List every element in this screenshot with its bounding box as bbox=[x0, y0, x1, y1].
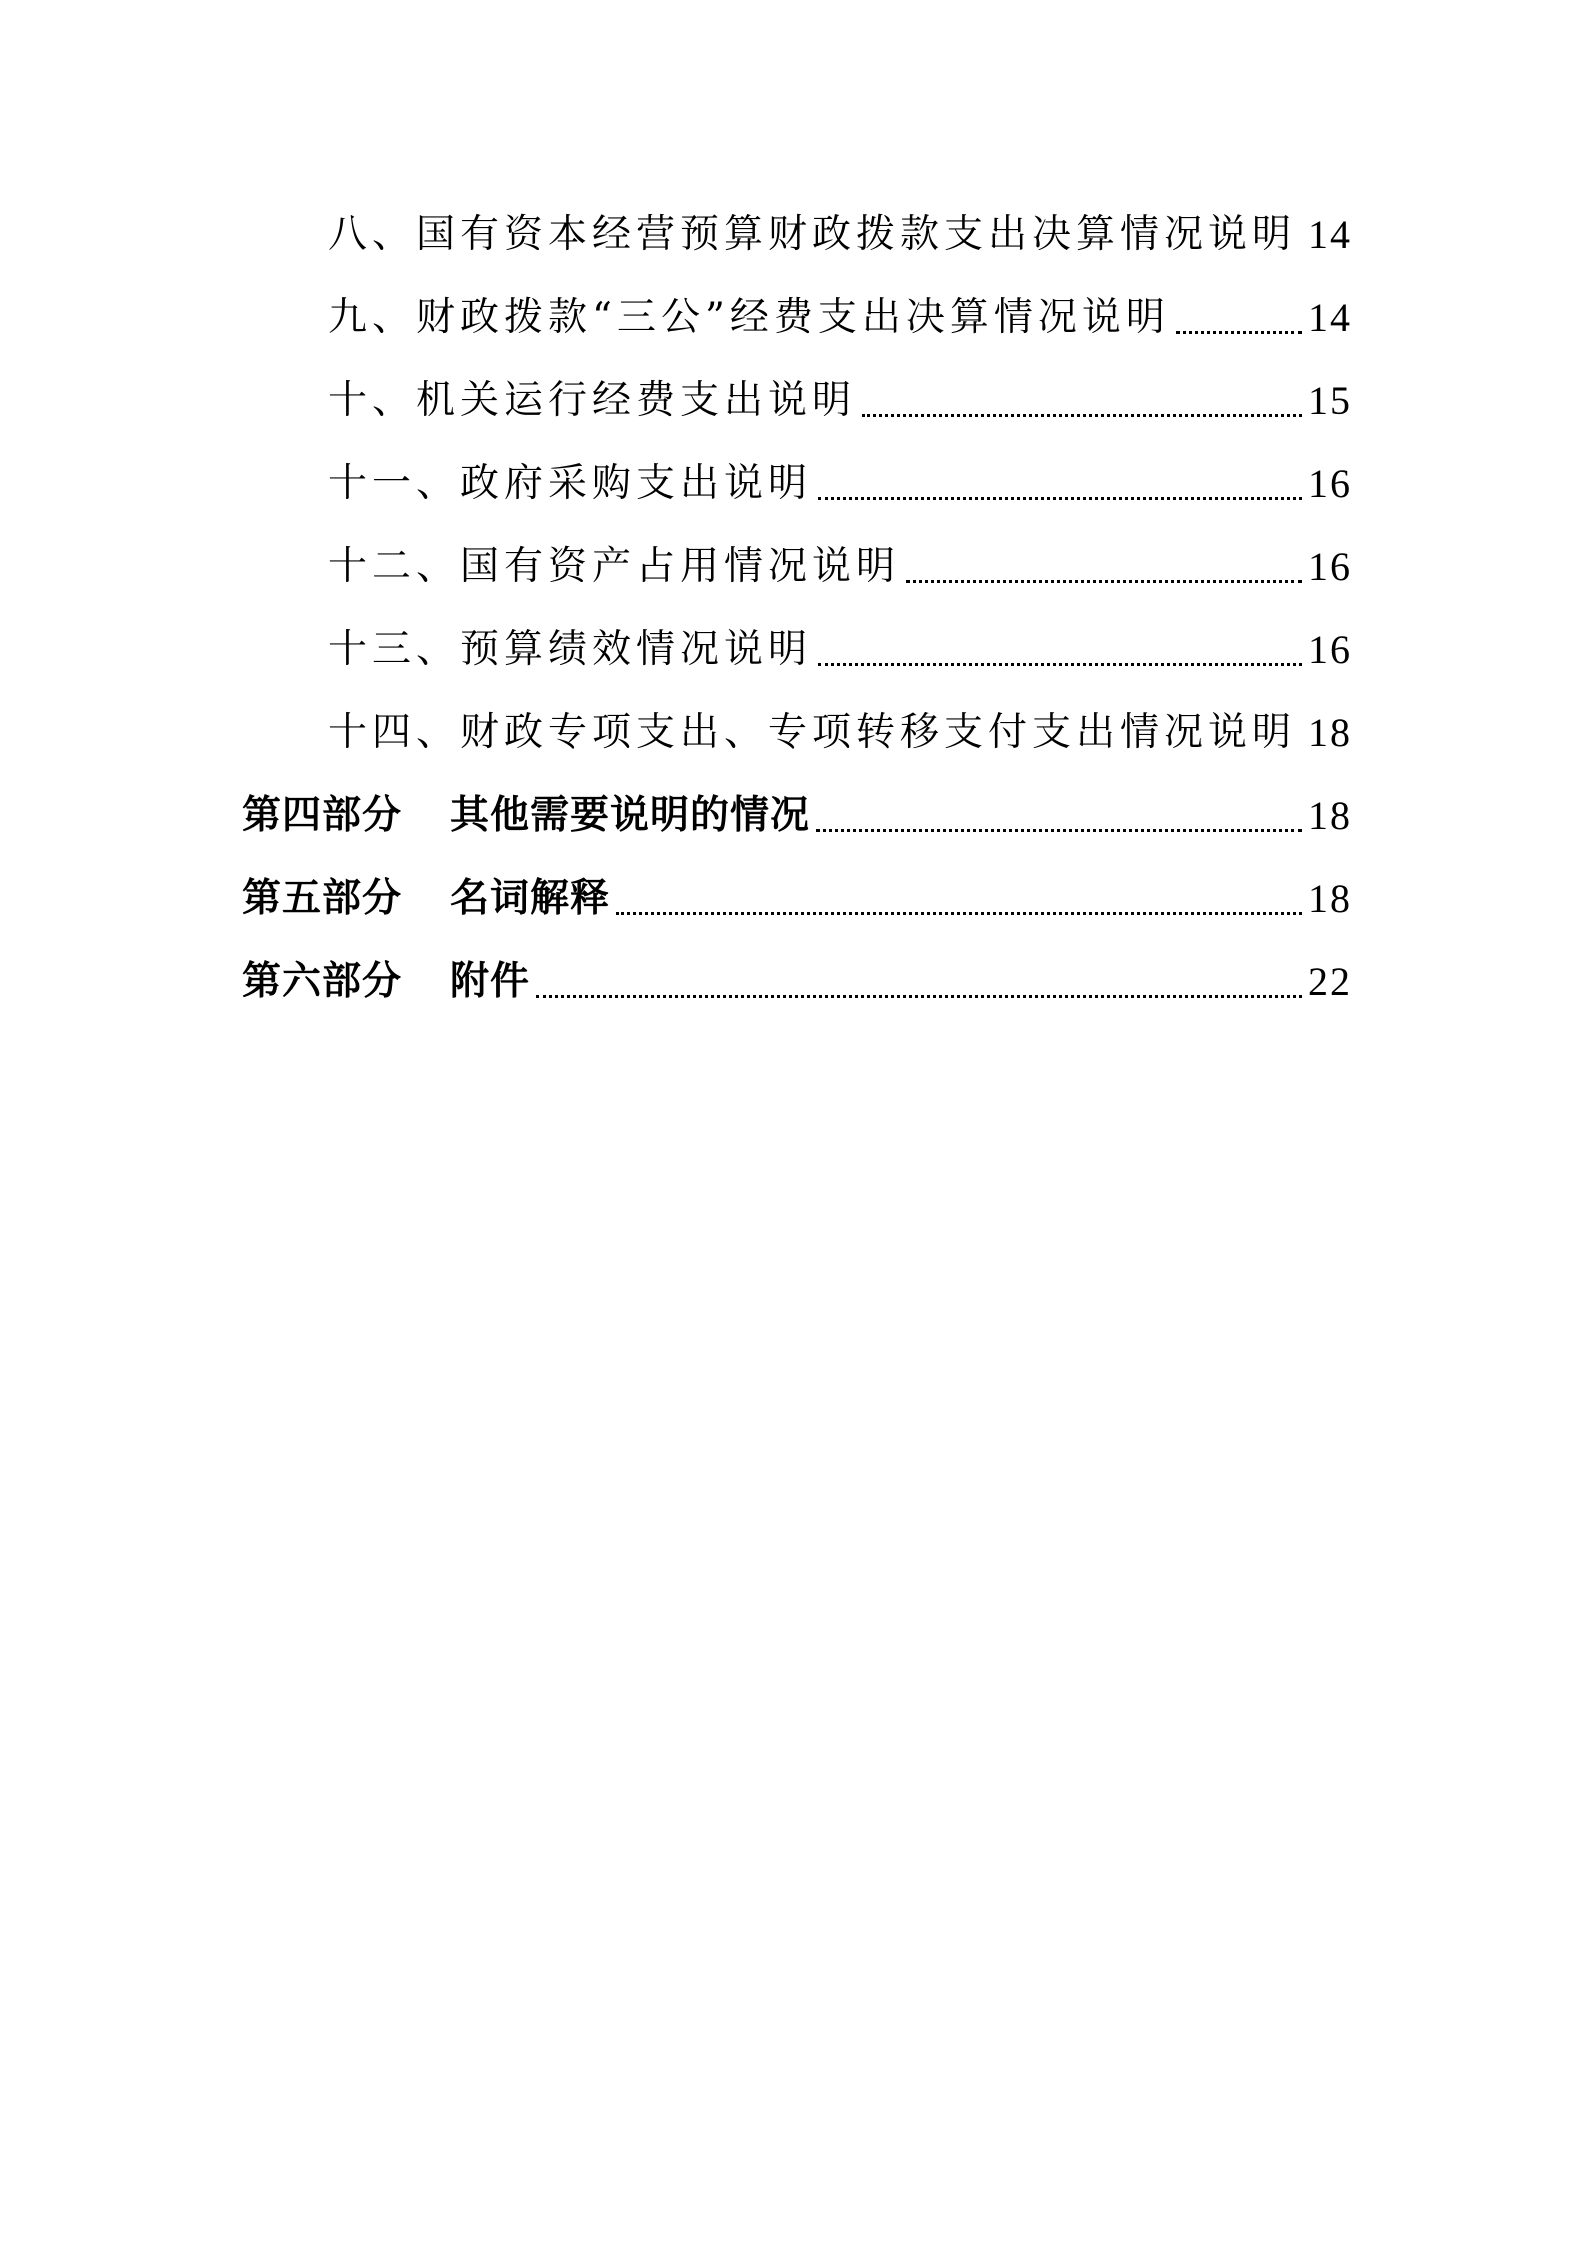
toc-entry-part-5[interactable] bbox=[242, 869, 1352, 929]
toc-entry-label: 十四、财政专项支出、专项转移支付支出情况说明 bbox=[328, 710, 1297, 755]
toc-part-number: 第六部分 bbox=[242, 959, 403, 1004]
toc-page-number: 18 bbox=[1308, 876, 1352, 921]
dot-leader bbox=[1176, 331, 1302, 334]
toc-part-number: 第四部分 bbox=[242, 793, 403, 838]
toc-part-title: 名词解释 bbox=[450, 876, 611, 921]
dot-leader bbox=[862, 414, 1302, 417]
dot-leader bbox=[906, 580, 1302, 583]
dot-leader bbox=[536, 995, 1302, 998]
toc-page-number: 18 bbox=[1308, 793, 1352, 838]
toc-entry-label: 十、机关运行经费支出说明 bbox=[328, 378, 857, 423]
toc-page-number: 22 bbox=[1308, 959, 1352, 1004]
dot-leader bbox=[816, 829, 1302, 832]
toc-entry-section-14[interactable] bbox=[328, 703, 1352, 763]
toc-page-number: 14 bbox=[1308, 295, 1352, 340]
toc-part-title: 附件 bbox=[450, 959, 531, 1004]
toc-page-number: 15 bbox=[1308, 378, 1352, 423]
toc-page-number: 16 bbox=[1308, 461, 1352, 506]
toc-entry-section-13[interactable] bbox=[328, 620, 1352, 680]
dot-leader bbox=[818, 663, 1302, 666]
toc-entry-section-9[interactable] bbox=[328, 288, 1352, 348]
toc-entry-section-8[interactable] bbox=[328, 205, 1352, 265]
toc-entry-label: 十三、预算绩效情况说明 bbox=[328, 627, 813, 672]
toc-page-number: 16 bbox=[1308, 627, 1352, 672]
toc-page-number: 16 bbox=[1308, 544, 1352, 589]
dot-leader bbox=[818, 497, 1302, 500]
toc-entry-section-12[interactable] bbox=[328, 537, 1352, 597]
toc-entry-label: 八、国有资本经营预算财政拨款支出决算情况说明 bbox=[328, 212, 1297, 257]
toc-part-title: 其他需要说明的情况 bbox=[450, 793, 811, 838]
toc-page-number: 14 bbox=[1308, 212, 1353, 257]
toc-entry-part-6[interactable] bbox=[242, 952, 1352, 1012]
toc-entry-section-11[interactable] bbox=[328, 454, 1352, 514]
dot-leader bbox=[616, 912, 1302, 915]
toc-page-number: 18 bbox=[1308, 710, 1353, 755]
toc-entry-label: 十二、国有资产占用情况说明 bbox=[328, 544, 901, 589]
toc-entry-section-10[interactable] bbox=[328, 371, 1352, 431]
toc-entry-label: 十一、政府采购支出说明 bbox=[328, 461, 813, 506]
toc-entry-part-4[interactable] bbox=[242, 786, 1352, 846]
toc-part-number: 第五部分 bbox=[242, 876, 403, 921]
toc-entry-label: 九、财政拨款“三公”经费支出决算情况说明 bbox=[328, 295, 1170, 340]
